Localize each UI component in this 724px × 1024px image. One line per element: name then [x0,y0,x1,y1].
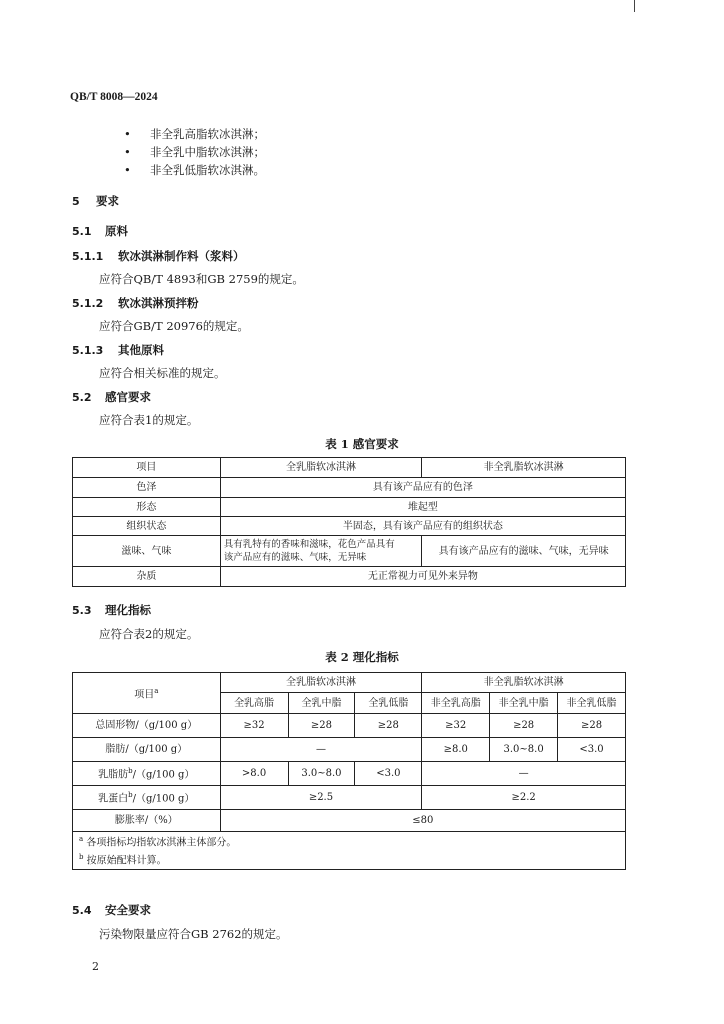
table-row [73,567,626,587]
table-row [73,478,626,498]
table-cell: 杂质 [73,567,221,587]
table-cell: 乳脂肪$^b$/（g/100 g） [73,762,221,786]
table-cell: ≥28 [490,714,558,738]
table-cell: >8.0 [220,762,288,786]
table-cell: ≥32 [220,714,288,738]
table-cell: — [422,762,626,786]
table-cell: 膨胀率/（%） [73,810,221,832]
table-cell: 无正常视力可见外来异物 [220,567,625,587]
table-header-cell: 非全乳中脂 [490,693,558,714]
table-cell: 具有该产品应有的色泽 [220,478,625,498]
table-row [73,832,626,870]
page-number: 2 [92,960,99,973]
section-5-2-body: 应符合表1的规定。 [99,413,199,427]
section-5-2-heading: 5.2 感官要求 [72,390,151,404]
section-5-1-3-heading: 5.1.3 其他原料 [72,343,164,357]
table-row [73,498,626,517]
table-cell: 堆起型 [220,498,625,517]
section-5-1-heading: 5.1 原料 [72,224,128,238]
table-row [73,762,626,786]
table-1 [72,457,626,587]
section-5-heading: 5 要求 [72,194,119,208]
table-header-cell: 全乳高脂 [220,693,288,714]
table-cell: ≥8.0 [422,738,490,762]
table-header-cell: 非全乳脂软冰淇淋 [422,458,626,478]
table-cell: — [220,738,422,762]
table-header-cell: 非全乳低脂 [558,693,626,714]
table-2 [72,672,626,870]
table-row [73,517,626,536]
list-item: • 非全乳高脂软冰淇淋； [124,127,265,141]
table-cell: 乳蛋白$^b$/（g/100 g） [73,786,221,810]
table-cell: 3.0~8.0 [490,738,558,762]
table-row [73,810,626,832]
document-code: QB/T 8008—2024 [70,91,158,103]
table-cell: 具有乳特有的香味和滋味，花色产品具有 该产品应有的滋味、气味，无异味 [220,536,422,567]
footnote-a: $^a$ 各项指标均指软冰淇淋主体部分。 [79,835,237,849]
list-item: • 非全乳低脂软冰淇淋。 [124,163,265,177]
table-1-caption: 表 1 感官要求 [325,437,399,451]
table-header-cell: 项目 [73,458,221,478]
table-cell: 具有该产品应有的滋味、气味，无异味 [422,536,626,567]
table-cell: ≥2.5 [220,786,422,810]
section-5-4-heading: 5.4 安全要求 [72,903,151,917]
table-row [73,738,626,762]
table-header-cell: 非全乳脂软冰淇淋 [422,673,626,693]
table-row [73,714,626,738]
table-cell: ≥32 [422,714,490,738]
table-cell: ≤80 [220,810,625,832]
table-cell: ≥28 [558,714,626,738]
section-5-1-1-heading: 5.1.1 软冰淇淋制作料（浆料） [72,249,245,263]
table-row [73,673,626,693]
table-cell: 半固态，具有该产品应有的组织状态 [220,517,625,536]
table-cell: <3.0 [558,738,626,762]
table-cell: 色泽 [73,478,221,498]
table-2-caption: 表 2 理化指标 [325,650,399,664]
section-5-3-heading: 5.3 理化指标 [72,603,151,617]
table-row [73,786,626,810]
section-5-4-body: 污染物限量应符合GB 2762的规定。 [99,927,288,941]
table-header-cell: 非全乳高脂 [422,693,490,714]
table-cell: 脂肪/（g/100 g） [73,738,221,762]
table-cell: <3.0 [355,762,422,786]
table-row [73,536,626,567]
table-cell: ≥28 [288,714,355,738]
table-header-cell: 全乳脂软冰淇淋 [220,458,422,478]
corner-mark [634,0,635,12]
table-cell: 组织状态 [73,517,221,536]
table-cell: 滋味、气味 [73,536,221,567]
section-5-3-body: 应符合表2的规定。 [99,627,199,641]
table-cell: ≥28 [355,714,422,738]
section-5-1-2-heading: 5.1.2 软冰淇淋预拌粉 [72,296,199,310]
section-5-1-3-body: 应符合相关标准的规定。 [99,366,226,380]
table-cell: 总固形物/（g/100 g） [73,714,221,738]
section-5-1-1-body: 应符合QB/T 4893和GB 2759的规定。 [99,272,304,286]
table-header-cell: 全乳脂软冰淇淋 [220,673,422,693]
table-cell: ≥2.2 [422,786,626,810]
table-header-cell: 全乳低脂 [355,693,422,714]
list-item: • 非全乳中脂软冰淇淋； [124,145,265,159]
table-row [73,458,626,478]
table-header-cell: 项目$^a$ [73,673,221,714]
section-5-1-2-body: 应符合GB/T 20976的规定。 [99,319,249,333]
table-header-cell: 全乳中脂 [288,693,355,714]
table-cell: 3.0~8.0 [288,762,355,786]
table-cell: 形态 [73,498,221,517]
footnote-b: $^b$ 按原始配料计算。 [79,853,167,867]
table-footnotes [73,832,626,870]
